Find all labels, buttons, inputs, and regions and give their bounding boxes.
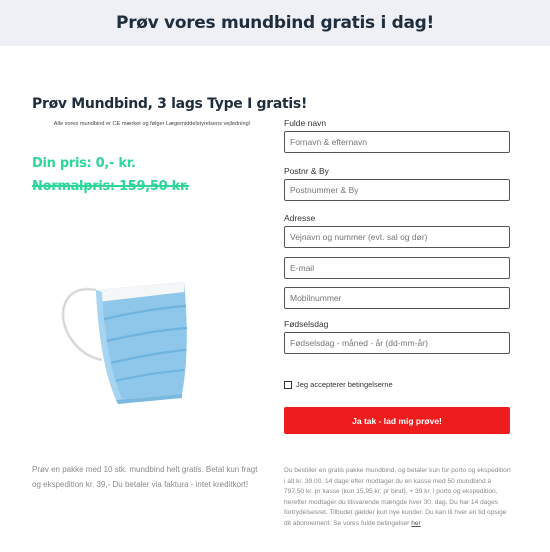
terms-checkbox-label[interactable]: Jeg accepterer betingelserne [296,380,393,389]
terms-link[interactable]: her [411,519,421,527]
current-price: Din pris: 0,- kr. [32,156,136,171]
page-title: Prøv vores mundbind gratis i dag! [116,13,434,33]
address-label: Adresse [284,213,316,223]
birthday-label: Fødselsdag [284,319,329,329]
terms-text: Du bestiller en gratis pakke mundbind, og betaler kun for porto og ekspedition i alt kr. 39,00. 14 dage efter modtager du en kasse med 50 mundbind à 797,50 kr. pr kasse (kun 15,95 kr. pr bind). + 39 kr. i porto og ekspedition, herefter modtager du tilsvarende mængde hver 30. dag. Du har 14 dages fortrydelsesret. Tilbudet gælder kun nye kunder. Du kan til hver en tid opsige dit abonnement. Se vores fulde betingelser [284,467,511,527]
signup-form [284,118,510,354]
terms-checkbox-row[interactable] [284,380,393,389]
zip-city-input[interactable] [284,179,510,201]
offer-subtitle: Alle vores mundbind er CE mærket og følger Lægemiddelstyrelsens vejledning! [53,121,251,127]
birthday-input[interactable] [284,332,510,354]
terms-checkbox[interactable] [284,381,292,389]
mobile-input[interactable] [284,287,510,309]
submit-button[interactable]: Ja tak - lad mig prøve! [284,407,510,434]
email-input[interactable] [284,257,510,279]
full-name-input[interactable] [284,131,510,153]
normal-price: Normalpris: 159,50 kr. [32,179,189,194]
offer-title: Prøv Mundbind, 3 lags Type I gratis! [32,96,308,112]
zip-label: Postnr & By [284,166,329,176]
face-mask-image [56,262,196,412]
address-input[interactable] [284,226,510,248]
name-label: Fulde navn [284,118,327,128]
terms-text-block [284,466,512,529]
offer-description: Prøv en pakke med 10 stk. mundbind helt gratis. Betal kun fragt og ekspedition kr. 39,- Du betaler via faktura - intet kreditkort! [32,465,258,489]
header-bar [0,0,550,46]
